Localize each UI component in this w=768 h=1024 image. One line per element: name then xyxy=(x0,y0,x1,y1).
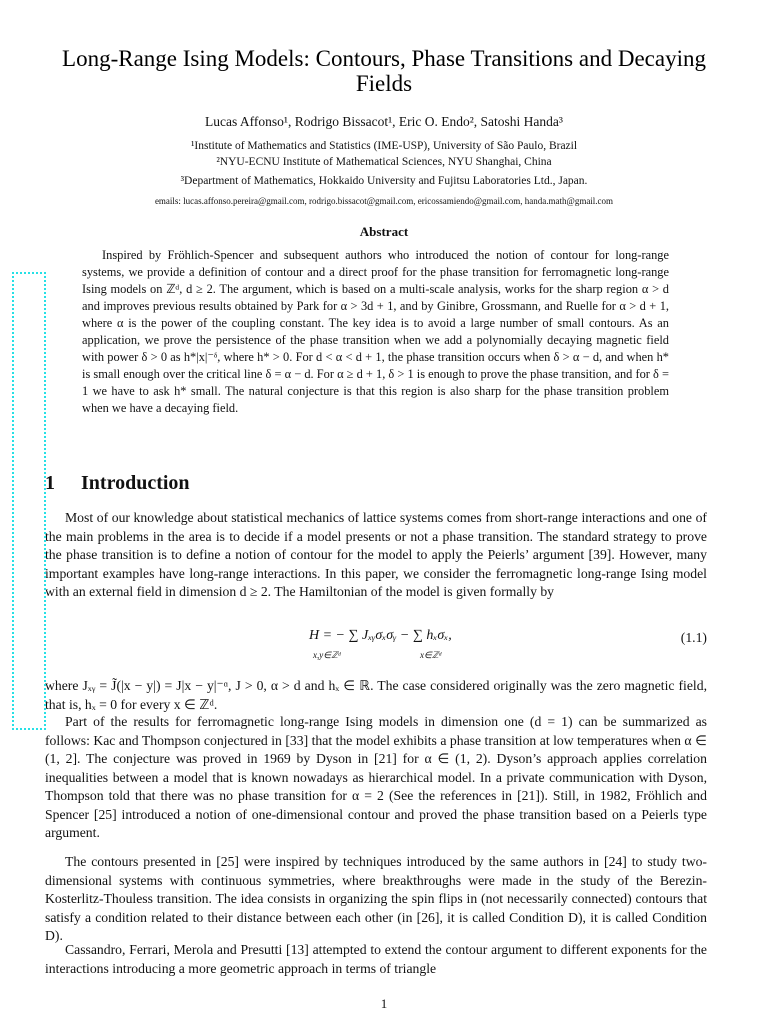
affiliation-2: ²NYU-ECNU Institute of Mathematical Sciences, NYU Shanghai, China xyxy=(216,156,552,168)
equation-subscript-2: x∈ℤᵈ xyxy=(420,650,442,660)
section-heading xyxy=(45,472,190,495)
intro-paragraph-3: Part of the results for ferromagnetic long-range Ising models in dimension one (d = 1) can be summarized as follows: Kac and Thompson conjectured in [33] that the model exhibits a phase transition at low temperatures when α ∈ (1, 2]. The conjecture was proved in 1969 by Dyson in [21] for α ∈ (1, 2). Dyson’s approach applies correlation inequalities between a model that is known nowadays as hierarchical model. In a private communication with Dyson, Thompson told that there was no phase transition for α = 2 (See the references in [21]). Still, in 1982, Fröhlich and Spencer [25] introduced a notion of one-dimensional contour and proved the phase transition based on a Peierls type argument. xyxy=(45,714,707,840)
equation-body: H = − ∑ Jₓᵧσₓσᵧ − ∑ hₓσₓ, xyxy=(309,628,452,643)
author-list: Lucas Affonso¹, Rodrigo Bissacot¹, Eric O. Endo², Satoshi Handa³ xyxy=(205,114,563,129)
section-number: 1 xyxy=(45,472,55,494)
affiliation-1: ¹Institute of Mathematics and Statistics (IME-USP), University of São Paulo, Brazil xyxy=(190,140,578,152)
equation-number: (1.1) xyxy=(680,630,707,645)
hamiltonian-equation xyxy=(45,622,707,666)
paper-title: Long-Range Ising Models: Contours, Phase Transitions and Decaying Fields xyxy=(62,46,706,96)
selection-marquee-edge[interactable] xyxy=(44,272,46,730)
intro-paragraph-4: The contours presented in [25] were inspired by techniques introduced by the same authors in [24] to study two-dimensional systems with continuous symmetries, where breakthroughs were made in the study of the Berezin-Kosterlitz-Thouless transition. The idea consists in organizing the spin flips in (not necessarily connected) contours that satisfy a condition related to their distance between each other (in [26], it is called Condition D), it is called Condition D). xyxy=(45,854,707,943)
abstract-text: Inspired by Fröhlich-Spencer and subsequent authors who introduced the notion of contour for long-range systems, we provide a definition of contour and a direct proof for the phase transition for ferromagnetic long-range Ising models on ℤᵈ, d ≥ 2. The argument, which is based on a multi-scale analysis, works for the sharp region α > d and improves previous results obtained by Park for α > 3d + 1, and by Ginibre, Grossmann, and Ruelle for α > d + 1, where α is the power of the coupling constant. The key idea is to avoid a large number of small contours. As an application, we prove the persistence of the phase transition when we add a polynomially decaying magnetic field with power δ > 0 as h*|x|⁻ᵟ, where h* > 0. For d < α < d + 1, the phase transition occurs when δ > α − d, and when h* is small enough over the critical line δ = α − d. For α ≥ d + 1, δ > 1 is enough to prove the phase transition, and for δ = 1 we have to ask h* small. The natural conjecture is that this region is also sharp for the phase transition problem when we have a decaying field. xyxy=(82,248,669,415)
equation-subscript-1: x,y∈ℤᵈ xyxy=(313,650,341,660)
page-number: 1 xyxy=(380,996,388,1011)
selection-marquee[interactable] xyxy=(12,272,46,730)
email-list: emails: lucas.affonso.pereira@gmail.com, rodrigo.bissacot@gmail.com, ericossamiendo@gmail.com, handa.math@gmail.com xyxy=(154,196,614,206)
intro-paragraph-1: Most of our knowledge about statistical mechanics of lattice systems comes from short-range interactions and one of the main problems in the area is to decide if a model presents or not a phase transition. The standard strategy to prove the phase transition is to define a notion of contour for the model to apply the Peierls’ argument [39]. However, many important examples have long-range interactions. In this paper, we consider the ferromagnetic long-range Ising model with an external field in dimension d ≥ 2. The Hamiltonian of the model is given formally by xyxy=(45,510,707,599)
section-title: Introduction xyxy=(81,472,190,494)
affiliation-3: ³Department of Mathematics, Hokkaido University and Fujitsu Laboratories Ltd., Japan. xyxy=(180,175,588,187)
intro-paragraph-5: Cassandro, Ferrari, Merola and Presutti [13] attempted to extend the contour argument to different exponents for the interactions introducing a more geometric approach in terms of triangle xyxy=(45,942,707,976)
intro-paragraph-2: where Jₓᵧ = J̃(|x − y|) = J|x − y|⁻ᵅ, J > 0, α > d and hₓ ∈ ℝ. The case considered originally was the zero magnetic field, that is, hₓ = 0 for every x ∈ ℤᵈ. xyxy=(45,678,707,712)
abstract-heading: Abstract xyxy=(359,224,409,239)
